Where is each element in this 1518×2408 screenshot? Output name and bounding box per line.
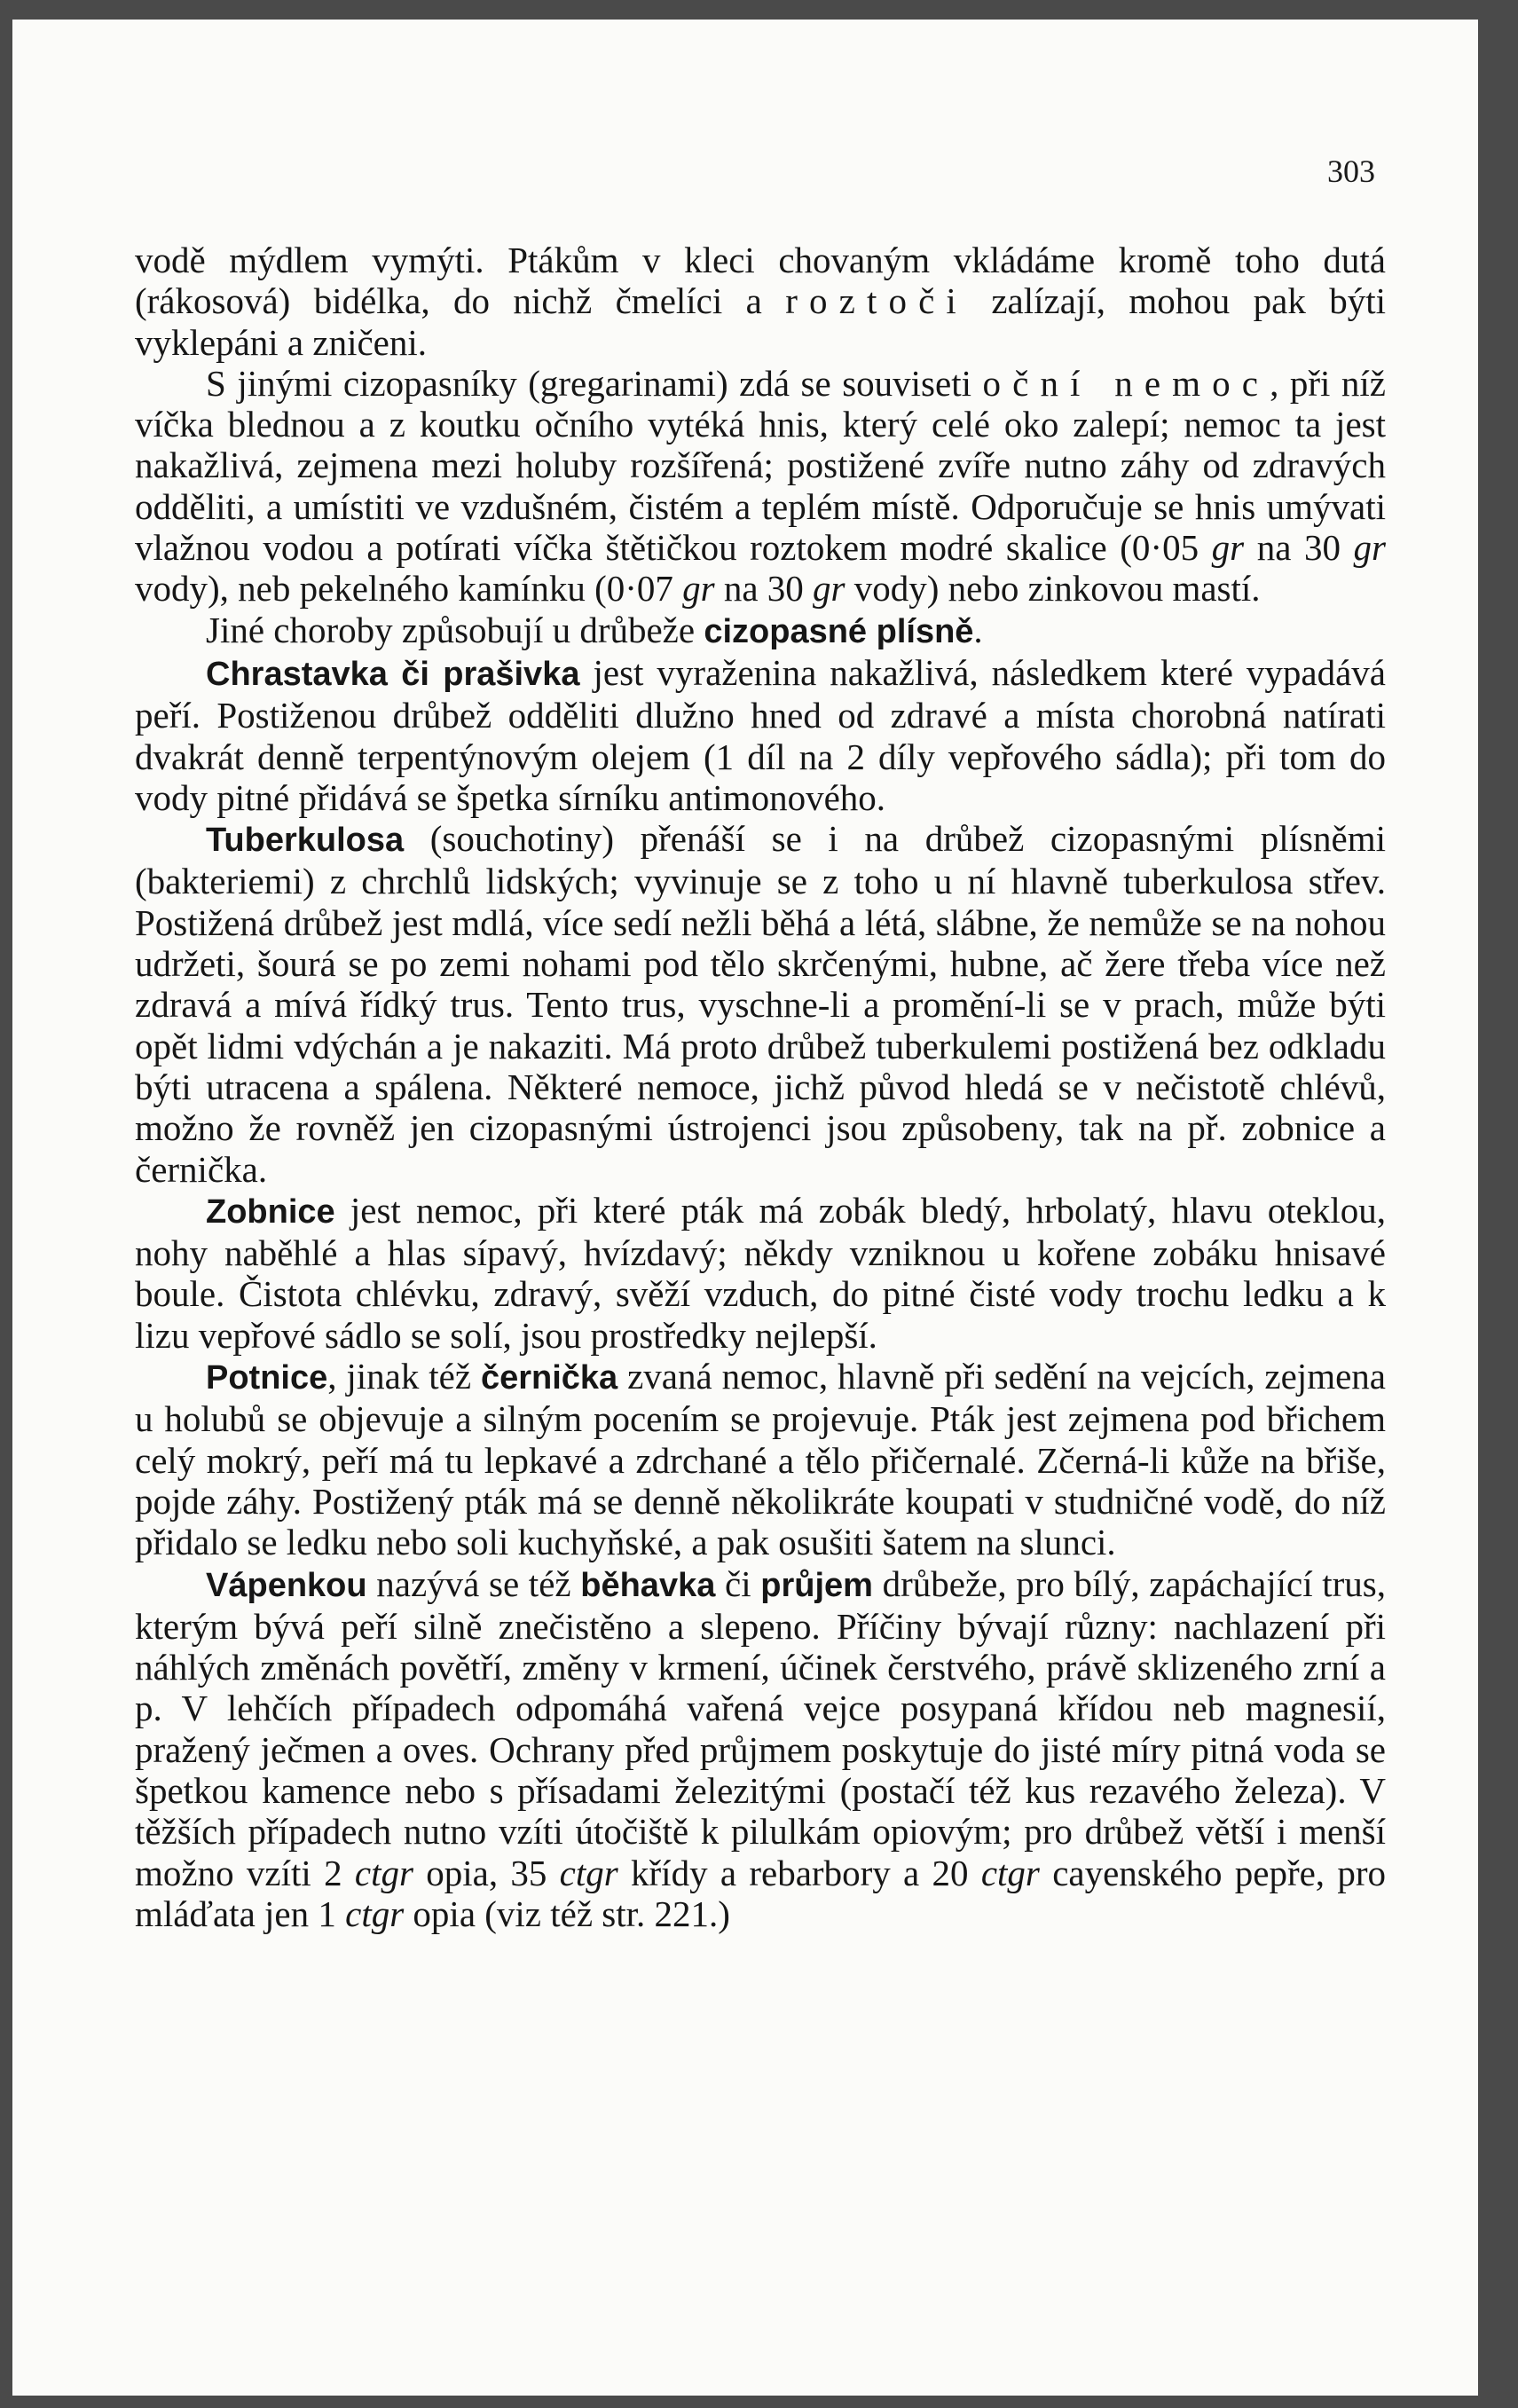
paragraph: Tuberkulosa (souchotiny) přenáší se i na drůbež cizopasnými plísněmi (bakteriemi) z chrchlů lidských; vyvinuje se z toho u ní hlavně tuberkulosa střev. Postižená drůbež jest mdlá, více sedí nežli běhá a létá, slábne, že nemůže se na nohou udržeti, šourá se po zemi nohami pod tělo skrčenými, hubne, ač žere třeba více než zdravá a mívá řídký trus. Tento trus, vyschne-li a promění-li se v prach, může býti opět lidmi vdýchán a je nakaziti. Má proto drůbež tuberkulemi postižená bez odkladu býti utracena a spálena. Některé nemoce, jichž původ hledá se v nečistotě chlévů, možno že rovněž jen cizopasnými ústrojenci jsou způsobeny, tak na př. zobnice a černička. <box>135 818 1386 1190</box>
bold-term: černička <box>480 1359 618 1397</box>
body-text <box>135 240 1386 1934</box>
paragraph: Zobnice jest nemoc, při které pták má zobák bledý, hrbolatý, hlavu oteklou, nohy naběhlé a hlas sípavý, hvízdavý; někdy vzniknou u kořene zobáku hnisavé boule. Čistota chlévku, zdravý, svěží vzduch, do pitné čisté vody trochu ledku a k lizu vepřové sádlo se solí, jsou prostředky nejlepší. <box>135 1189 1386 1356</box>
bold-term: cizopasné plísně <box>704 612 974 650</box>
book-page <box>12 20 1478 2396</box>
bold-term: průjem <box>760 1566 873 1604</box>
bold-term: Potnice <box>206 1359 328 1397</box>
paragraph: Jiné choroby způsobují u drůbeže cizopasné plísně. <box>206 609 983 650</box>
page-number: 303 <box>1327 153 1375 189</box>
paragraph: Chrastavka či prašivka jest vyraženina nakažlivá, následkem které vypadává peří. Postiženou drůbež odděliti dlužno hned od zdravé a místa chorobná natírati dvakrát denně terpentýnovým olejem (1 díl na 2 díly vepřového sádla); při tom do vody pitné přidává se špetka sírníku antimonového. <box>135 651 1386 818</box>
bold-term: Vápenkou <box>206 1566 367 1604</box>
bold-term: Zobnice <box>206 1192 335 1231</box>
bold-term: Tuberkulosa <box>206 822 405 860</box>
paragraph: S jinými cizopasníky (gregarinami) zdá se souviseti oční nemoc, při níž víčka blednou a z koutku očního vytéká hnis, který celé oko zalepí; nemoc ta jest nakažlivá, zejmena mezi holuby rozšířená; postižené zvíře nutno záhy od zdravých odděliti, a umístiti ve vzdušném, čistém a teplém místě. Odporučuje se hnis umývati vlažnou vodou a potírati víčka štětičkou roztokem modré skalice (0·05 gr na 30 gr vody), neb pekelného kamínku (0·07 gr na 30 gr vody) nebo zinkovou mastí. <box>135 362 1387 610</box>
bold-term: běhavka <box>580 1566 716 1604</box>
paragraph: vodě mýdlem vymýti. Ptákům v kleci chovaným vkládáme kromě toho dutá (rákosová) bidélka, do nichž čmelíci a roztoči zalízají, mohou pak býti vyklepáni a zničeni. <box>135 240 1386 363</box>
bold-term: Chrastavka či prašivka <box>206 655 580 693</box>
paragraph: Vápenkou nazývá se též běhavka či průjem drůbeže, pro bílý, zapáchající trus, kterým bývá peří silně znečistěno a slepeno. Příčiny bývají různy: nachlazení při náhlých změnách povětří, změny v krmení, účinek čerstvého, právě sklizeného zrní a p. V lehčích případech odpomáhá vařená vejce posypaná křídou neb magnesií, pražený ječmen a oves. Ochrany před průjmem poskytuje do jisté míry pitná voda se špetkou kamence nebo s přísadami železitými (postačí též kus rezavého železa). V těžších případech nutno vzíti útočiště k pilulkám opiovým; pro drůbež větší i menší možno vzíti 2 ctgr opia, 35 ctgr křídy a rebarbory a 20 ctgr cayenského pepře, pro mláďata jen 1 ctgr opia (viz též str. 221.) <box>135 1562 1386 1934</box>
paragraph: Potnice, jinak též černička zvaná nemoc, hlavně při sedění na vejcích, zejmena u holubů se objevuje a silným pocením se projevuje. Pták jest zejmena pod břichem celý mokrý, peří má tu lepkavé a zdrchané a tělo přičernalé. Zčerná-li kůže na břiše, pojde záhy. Postižený pták má se denně několikráte koupati v studničné vodě, do níž přidalo se ledku nebo soli kuchyňské, a pak osušiti šatem na slunci. <box>135 1356 1386 1563</box>
